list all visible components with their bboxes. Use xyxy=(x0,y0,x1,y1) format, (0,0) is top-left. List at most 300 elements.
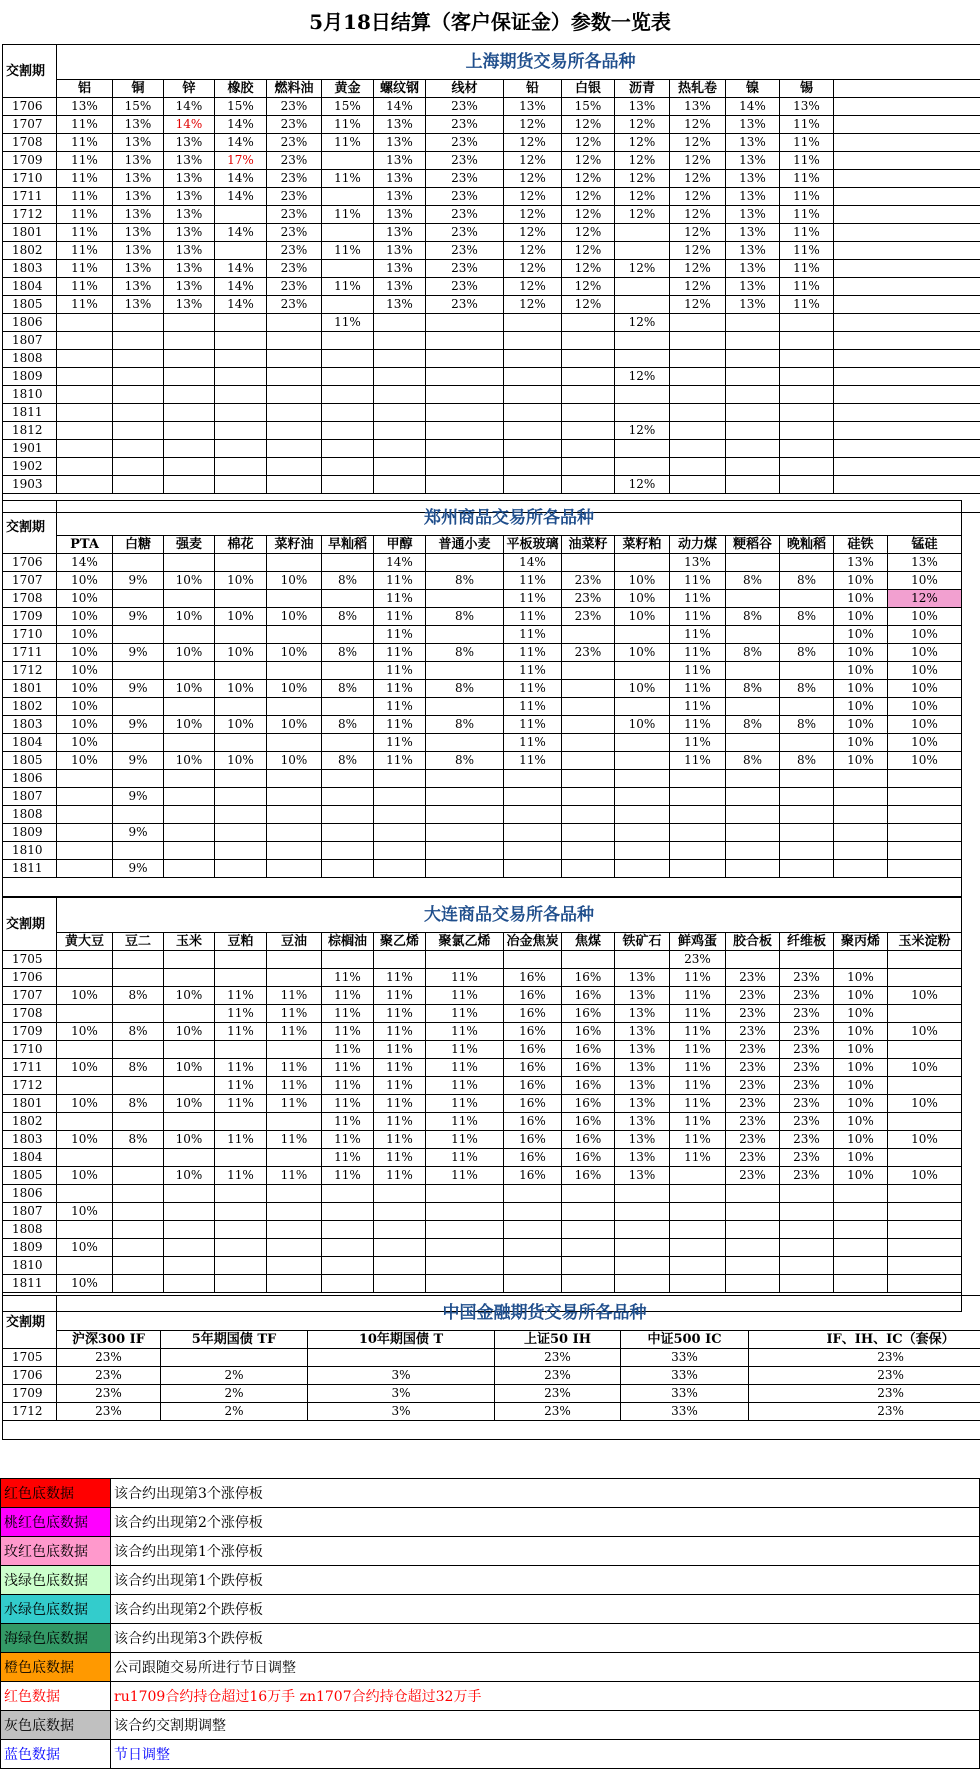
margin-rate-cell xyxy=(164,626,215,644)
margin-rate-cell xyxy=(426,386,504,404)
legend-description: 该合约出现第1个跌停板 xyxy=(111,1566,980,1595)
margin-rate-cell: 33% xyxy=(621,1349,749,1367)
margin-rate-cell xyxy=(562,1185,615,1203)
cffex-table xyxy=(2,1295,980,1440)
margin-rate-cell: 10% xyxy=(834,626,888,644)
margin-rate-cell: 13% xyxy=(504,98,562,116)
margin-rate-cell: 13% xyxy=(113,134,164,152)
margin-rate-cell xyxy=(57,1149,113,1167)
dce-product-header: 豆油 xyxy=(267,933,322,951)
margin-rate-cell: 12% xyxy=(562,116,615,134)
margin-rate-cell xyxy=(615,626,670,644)
margin-rate-cell: 13% xyxy=(670,98,726,116)
margin-rate-cell: 11% xyxy=(374,1113,426,1131)
cffex-product-header: 上证50 IH xyxy=(495,1331,621,1349)
margin-rate-cell xyxy=(164,332,215,350)
margin-rate-cell: 10% xyxy=(834,608,888,626)
margin-rate-cell: 11% xyxy=(322,1005,374,1023)
margin-rate-cell: 13% xyxy=(113,278,164,296)
margin-rate-cell: 11% xyxy=(374,716,426,734)
margin-rate-cell: 8% xyxy=(426,716,504,734)
margin-rate-cell: 11% xyxy=(57,260,113,278)
margin-rate-cell: 16% xyxy=(562,1005,615,1023)
margin-rate-cell: 10% xyxy=(834,1005,888,1023)
margin-rate-cell: 12% xyxy=(615,476,670,494)
margin-rate-cell: 13% xyxy=(834,554,888,572)
margin-rate-cell: 11% xyxy=(670,572,726,590)
margin-rate-cell: 23% xyxy=(726,1149,780,1167)
delivery-period-cell: 1803 xyxy=(3,1131,57,1149)
margin-rate-cell: 11% xyxy=(267,1005,322,1023)
table-row xyxy=(3,1203,962,1221)
margin-rate-cell: 23% xyxy=(726,987,780,1005)
margin-rate-cell xyxy=(164,788,215,806)
margin-rate-cell xyxy=(726,1185,780,1203)
margin-rate-cell: 23% xyxy=(267,170,322,188)
margin-rate-cell xyxy=(57,458,113,476)
margin-rate-cell: 12% xyxy=(504,296,562,314)
margin-rate-cell xyxy=(426,404,504,422)
margin-rate-cell: 11% xyxy=(374,752,426,770)
margin-rate-cell xyxy=(57,842,113,860)
legend-description: 公司跟随交易所进行节日调整 xyxy=(111,1653,980,1682)
table-row xyxy=(3,1185,962,1203)
legend-swatch-label: 红色底数据 xyxy=(1,1479,111,1508)
margin-rate-cell: 23% xyxy=(780,1077,834,1095)
margin-rate-cell: 16% xyxy=(562,1023,615,1041)
margin-rate-cell: 11% xyxy=(322,987,374,1005)
margin-rate-cell xyxy=(834,842,888,860)
margin-rate-cell: 8% xyxy=(426,752,504,770)
margin-rate-cell xyxy=(267,1275,322,1293)
margin-rate-cell: 11% xyxy=(322,206,374,224)
margin-rate-cell xyxy=(726,404,780,422)
cffex-product-header: 沪深300 IF xyxy=(57,1331,161,1349)
shfe-product-header: 线材 xyxy=(426,80,504,98)
margin-rate-cell xyxy=(615,860,670,878)
margin-rate-cell xyxy=(888,1221,962,1239)
margin-rate-cell xyxy=(726,842,780,860)
margin-rate-cell xyxy=(504,404,562,422)
margin-rate-cell: 12% xyxy=(504,242,562,260)
delivery-period-cell: 1707 xyxy=(3,987,57,1005)
margin-rate-cell xyxy=(267,476,322,494)
margin-rate-cell xyxy=(374,458,426,476)
margin-rate-cell xyxy=(726,386,780,404)
margin-rate-cell xyxy=(562,1257,615,1275)
margin-rate-cell: 23% xyxy=(57,1367,161,1385)
delivery-period-cell: 1812 xyxy=(3,422,57,440)
margin-rate-cell: 12% xyxy=(562,206,615,224)
cffex-product-header: 5年期国债 TF xyxy=(161,1331,308,1349)
margin-rate-cell xyxy=(615,734,670,752)
margin-rate-cell: 11% xyxy=(670,1113,726,1131)
margin-rate-cell xyxy=(164,368,215,386)
margin-rate-cell xyxy=(426,806,504,824)
margin-rate-cell: 8% xyxy=(780,608,834,626)
margin-rate-cell xyxy=(322,296,374,314)
shfe-product-header: 热轧卷 xyxy=(670,80,726,98)
margin-rate-cell: 8% xyxy=(426,572,504,590)
margin-rate-cell: 11% xyxy=(374,1149,426,1167)
margin-rate-cell xyxy=(57,314,113,332)
margin-rate-cell xyxy=(888,860,962,878)
delivery-period-cell: 1807 xyxy=(3,1203,57,1221)
margin-rate-cell: 11% xyxy=(504,608,562,626)
margin-rate-cell: 10% xyxy=(615,608,670,626)
table-row xyxy=(3,734,962,752)
margin-rate-cell: 8% xyxy=(780,644,834,662)
margin-rate-cell: 23% xyxy=(426,188,504,206)
margin-rate-cell: 10% xyxy=(57,1023,113,1041)
margin-rate-cell: 11% xyxy=(504,590,562,608)
margin-rate-cell: 13% xyxy=(726,116,780,134)
margin-rate-cell: 11% xyxy=(780,260,834,278)
margin-rate-cell xyxy=(322,806,374,824)
empty-cell xyxy=(834,206,980,224)
margin-rate-cell: 11% xyxy=(215,1131,267,1149)
margin-rate-cell: 10% xyxy=(834,716,888,734)
margin-rate-cell: 11% xyxy=(670,1023,726,1041)
margin-rate-cell xyxy=(888,1041,962,1059)
margin-rate-cell xyxy=(215,788,267,806)
margin-rate-cell: 2% xyxy=(161,1385,308,1403)
margin-rate-cell xyxy=(113,1221,164,1239)
margin-rate-cell: 11% xyxy=(267,1095,322,1113)
margin-rate-cell: 10% xyxy=(57,1095,113,1113)
delivery-period-cell: 1709 xyxy=(3,1385,57,1403)
margin-rate-cell xyxy=(562,404,615,422)
margin-rate-cell: 10% xyxy=(888,1095,962,1113)
delivery-period-cell: 1803 xyxy=(3,716,57,734)
delivery-period-cell: 1810 xyxy=(3,1257,57,1275)
legend-row xyxy=(1,1653,980,1682)
legend-table xyxy=(0,1478,980,1769)
margin-rate-cell xyxy=(215,626,267,644)
margin-rate-cell: 11% xyxy=(374,608,426,626)
margin-rate-cell: 8% xyxy=(726,716,780,734)
margin-rate-cell xyxy=(267,1221,322,1239)
margin-rate-cell: 14% xyxy=(726,98,780,116)
margin-rate-cell: 11% xyxy=(780,188,834,206)
table-row xyxy=(3,987,962,1005)
margin-rate-cell xyxy=(562,860,615,878)
margin-rate-cell: 13% xyxy=(726,242,780,260)
margin-rate-cell xyxy=(426,332,504,350)
margin-rate-cell: 23% xyxy=(726,1059,780,1077)
margin-rate-cell xyxy=(374,860,426,878)
margin-rate-cell: 23% xyxy=(426,134,504,152)
margin-rate-cell: 8% xyxy=(322,716,374,734)
margin-rate-cell xyxy=(322,626,374,644)
legend-row xyxy=(1,1595,980,1624)
margin-rate-cell: 10% xyxy=(615,644,670,662)
margin-rate-cell xyxy=(670,350,726,368)
delivery-period-cell: 1810 xyxy=(3,386,57,404)
margin-rate-cell: 14% xyxy=(215,116,267,134)
margin-rate-cell xyxy=(780,404,834,422)
table-row xyxy=(3,1221,962,1239)
czce-product-header: 油菜籽 xyxy=(562,536,615,554)
cffex-exchange-title: 中国金融期货交易所各品种 xyxy=(57,1296,980,1331)
table-row xyxy=(3,1131,962,1149)
margin-rate-cell xyxy=(113,662,164,680)
margin-rate-cell xyxy=(215,824,267,842)
delivery-period-cell: 1808 xyxy=(3,806,57,824)
legend-description: 节日调整 xyxy=(111,1740,980,1769)
empty-cell xyxy=(834,116,980,134)
margin-rate-cell xyxy=(615,242,670,260)
legend-description: 该合约出现第1个涨停板 xyxy=(111,1537,980,1566)
margin-rate-cell xyxy=(780,458,834,476)
margin-rate-cell: 16% xyxy=(562,1041,615,1059)
cffex-product-header: 中证500 IC xyxy=(621,1331,749,1349)
margin-rate-cell: 10% xyxy=(164,1023,215,1041)
margin-rate-cell: 11% xyxy=(57,206,113,224)
margin-rate-cell xyxy=(164,969,215,987)
margin-rate-cell: 13% xyxy=(615,1149,670,1167)
legend-row xyxy=(1,1624,980,1653)
margin-rate-cell: 23% xyxy=(726,1095,780,1113)
margin-rate-cell: 11% xyxy=(267,1167,322,1185)
shfe-product-header: 镍 xyxy=(726,80,780,98)
margin-rate-cell: 10% xyxy=(164,680,215,698)
section-spacer xyxy=(3,878,962,897)
margin-rate-cell xyxy=(670,770,726,788)
table-row xyxy=(3,368,980,386)
margin-rate-cell xyxy=(726,590,780,608)
margin-rate-cell: 23% xyxy=(495,1403,621,1421)
margin-rate-cell: 23% xyxy=(749,1349,980,1367)
margin-rate-cell xyxy=(374,368,426,386)
margin-rate-cell xyxy=(322,842,374,860)
margin-rate-cell xyxy=(562,626,615,644)
margin-rate-cell: 10% xyxy=(834,1059,888,1077)
margin-rate-cell xyxy=(322,824,374,842)
shfe-product-header: 橡胶 xyxy=(215,80,267,98)
margin-rate-cell: 13% xyxy=(726,170,780,188)
empty-cell xyxy=(834,134,980,152)
margin-rate-cell xyxy=(164,951,215,969)
margin-rate-cell xyxy=(504,386,562,404)
delivery-period-cell: 1706 xyxy=(3,969,57,987)
margin-rate-cell: 13% xyxy=(113,170,164,188)
delivery-period-cell: 1809 xyxy=(3,824,57,842)
margin-rate-cell xyxy=(374,788,426,806)
margin-rate-cell xyxy=(562,1239,615,1257)
margin-rate-cell: 11% xyxy=(374,987,426,1005)
margin-rate-cell: 11% xyxy=(322,1131,374,1149)
margin-rate-cell: 11% xyxy=(780,278,834,296)
margin-rate-cell: 12% xyxy=(670,152,726,170)
margin-rate-cell xyxy=(780,842,834,860)
margin-rate-cell xyxy=(113,476,164,494)
margin-rate-cell: 10% xyxy=(615,680,670,698)
margin-rate-cell xyxy=(322,554,374,572)
margin-rate-cell xyxy=(726,368,780,386)
margin-rate-cell: 11% xyxy=(57,296,113,314)
margin-rate-cell: 23% xyxy=(267,152,322,170)
margin-rate-cell xyxy=(164,404,215,422)
margin-rate-cell: 10% xyxy=(888,1131,962,1149)
margin-rate-cell: 10% xyxy=(834,698,888,716)
margin-rate-cell: 23% xyxy=(670,951,726,969)
shfe-product-header: 燃料油 xyxy=(267,80,322,98)
dce-product-header: 鲜鸡蛋 xyxy=(670,933,726,951)
table-row xyxy=(3,1023,962,1041)
margin-rate-cell: 16% xyxy=(504,1059,562,1077)
margin-rate-cell xyxy=(562,824,615,842)
margin-rate-cell xyxy=(726,824,780,842)
margin-rate-cell xyxy=(504,1257,562,1275)
margin-rate-cell xyxy=(562,806,615,824)
page-title: 5月18日结算（客户保证金）参数一览表 xyxy=(309,10,671,34)
margin-rate-cell xyxy=(113,1077,164,1095)
margin-rate-cell xyxy=(267,969,322,987)
margin-rate-cell: 14% xyxy=(374,98,426,116)
margin-rate-cell: 13% xyxy=(113,152,164,170)
margin-rate-cell: 11% xyxy=(670,734,726,752)
czce-product-header: 棉花 xyxy=(215,536,267,554)
delivery-period-cell: 1711 xyxy=(3,644,57,662)
margin-rate-cell: 10% xyxy=(834,572,888,590)
delivery-period-cell: 1809 xyxy=(3,1239,57,1257)
czce-product-header: 动力煤 xyxy=(670,536,726,554)
margin-rate-cell xyxy=(215,770,267,788)
margin-rate-cell xyxy=(308,1349,495,1367)
delivery-period-cell: 1811 xyxy=(3,1275,57,1293)
delivery-period-cell: 1705 xyxy=(3,1349,57,1367)
margin-rate-cell xyxy=(562,314,615,332)
margin-rate-cell: 13% xyxy=(374,116,426,134)
margin-rate-cell: 16% xyxy=(504,1005,562,1023)
margin-rate-cell: 8% xyxy=(426,644,504,662)
margin-rate-cell xyxy=(215,422,267,440)
margin-rate-cell: 13% xyxy=(726,260,780,278)
margin-rate-cell: 10% xyxy=(57,1239,113,1257)
margin-rate-cell xyxy=(726,734,780,752)
margin-rate-cell: 13% xyxy=(113,260,164,278)
margin-rate-cell: 12% xyxy=(504,170,562,188)
margin-rate-cell: 10% xyxy=(888,662,962,680)
margin-rate-cell xyxy=(164,806,215,824)
margin-rate-cell: 23% xyxy=(426,98,504,116)
margin-rate-cell xyxy=(57,824,113,842)
table-row xyxy=(3,680,962,698)
margin-rate-cell: 13% xyxy=(164,278,215,296)
margin-rate-cell xyxy=(322,788,374,806)
table-row xyxy=(3,1149,962,1167)
margin-rate-cell: 8% xyxy=(426,608,504,626)
margin-rate-cell: 23% xyxy=(562,572,615,590)
margin-rate-cell xyxy=(426,458,504,476)
table-row xyxy=(3,1077,962,1095)
margin-rate-cell xyxy=(322,770,374,788)
margin-rate-cell xyxy=(267,1257,322,1275)
margin-rate-cell: 9% xyxy=(113,824,164,842)
margin-rate-cell xyxy=(726,350,780,368)
dce-product-header: 豆粕 xyxy=(215,933,267,951)
margin-rate-cell: 23% xyxy=(562,590,615,608)
margin-rate-cell xyxy=(670,404,726,422)
delivery-period-cell: 1709 xyxy=(3,152,57,170)
table-row xyxy=(3,242,980,260)
delivery-period-cell: 1805 xyxy=(3,296,57,314)
margin-rate-cell xyxy=(834,951,888,969)
delivery-period-header: 交割期 xyxy=(3,501,57,554)
margin-rate-cell: 12% xyxy=(562,170,615,188)
margin-rate-cell xyxy=(562,1203,615,1221)
margin-rate-cell: 16% xyxy=(504,1131,562,1149)
legend-row xyxy=(1,1711,980,1740)
margin-rate-cell: 12% xyxy=(562,224,615,242)
margin-rate-cell xyxy=(888,1113,962,1131)
delivery-period-cell: 1711 xyxy=(3,1059,57,1077)
margin-rate-cell: 16% xyxy=(504,1149,562,1167)
dce-product-header: 焦煤 xyxy=(562,933,615,951)
margin-rate-cell xyxy=(726,554,780,572)
margin-rate-cell xyxy=(615,662,670,680)
margin-rate-cell xyxy=(504,314,562,332)
table-row xyxy=(3,554,962,572)
margin-rate-cell xyxy=(215,386,267,404)
margin-rate-cell xyxy=(164,440,215,458)
legend-row xyxy=(1,1566,980,1595)
margin-rate-cell: 33% xyxy=(621,1367,749,1385)
table-row xyxy=(3,440,980,458)
margin-rate-cell xyxy=(215,662,267,680)
margin-rate-cell: 11% xyxy=(670,590,726,608)
margin-rate-cell xyxy=(113,458,164,476)
legend-description: 该合约出现第3个涨停板 xyxy=(111,1479,980,1508)
margin-rate-cell xyxy=(215,1113,267,1131)
margin-rate-cell: 11% xyxy=(426,969,504,987)
margin-rate-cell xyxy=(426,734,504,752)
margin-rate-cell: 10% xyxy=(57,1275,113,1293)
delivery-period-cell: 1710 xyxy=(3,1041,57,1059)
margin-rate-cell xyxy=(562,332,615,350)
margin-rate-cell: 11% xyxy=(670,1077,726,1095)
empty-cell xyxy=(834,440,980,458)
margin-rate-cell: 16% xyxy=(562,1059,615,1077)
margin-rate-cell xyxy=(164,734,215,752)
margin-rate-cell: 23% xyxy=(495,1367,621,1385)
margin-rate-cell: 11% xyxy=(374,734,426,752)
margin-rate-cell xyxy=(726,860,780,878)
margin-rate-cell xyxy=(426,626,504,644)
czce-product-header: 强麦 xyxy=(164,536,215,554)
margin-rate-cell: 10% xyxy=(57,662,113,680)
margin-rate-cell xyxy=(504,332,562,350)
margin-rate-cell xyxy=(726,332,780,350)
margin-rate-cell xyxy=(780,860,834,878)
table-row xyxy=(3,1239,962,1257)
margin-rate-cell xyxy=(161,1349,308,1367)
margin-rate-cell xyxy=(322,1203,374,1221)
margin-rate-cell: 11% xyxy=(57,188,113,206)
margin-rate-cell xyxy=(322,1221,374,1239)
margin-rate-cell xyxy=(504,842,562,860)
margin-rate-cell xyxy=(164,458,215,476)
delivery-period-cell: 1802 xyxy=(3,1113,57,1131)
margin-rate-cell: 23% xyxy=(57,1349,161,1367)
margin-rate-cell: 11% xyxy=(670,987,726,1005)
delivery-period-cell: 1804 xyxy=(3,734,57,752)
margin-rate-cell: 9% xyxy=(113,788,164,806)
delivery-period-cell: 1803 xyxy=(3,260,57,278)
margin-rate-cell xyxy=(780,626,834,644)
empty-cell xyxy=(834,422,980,440)
